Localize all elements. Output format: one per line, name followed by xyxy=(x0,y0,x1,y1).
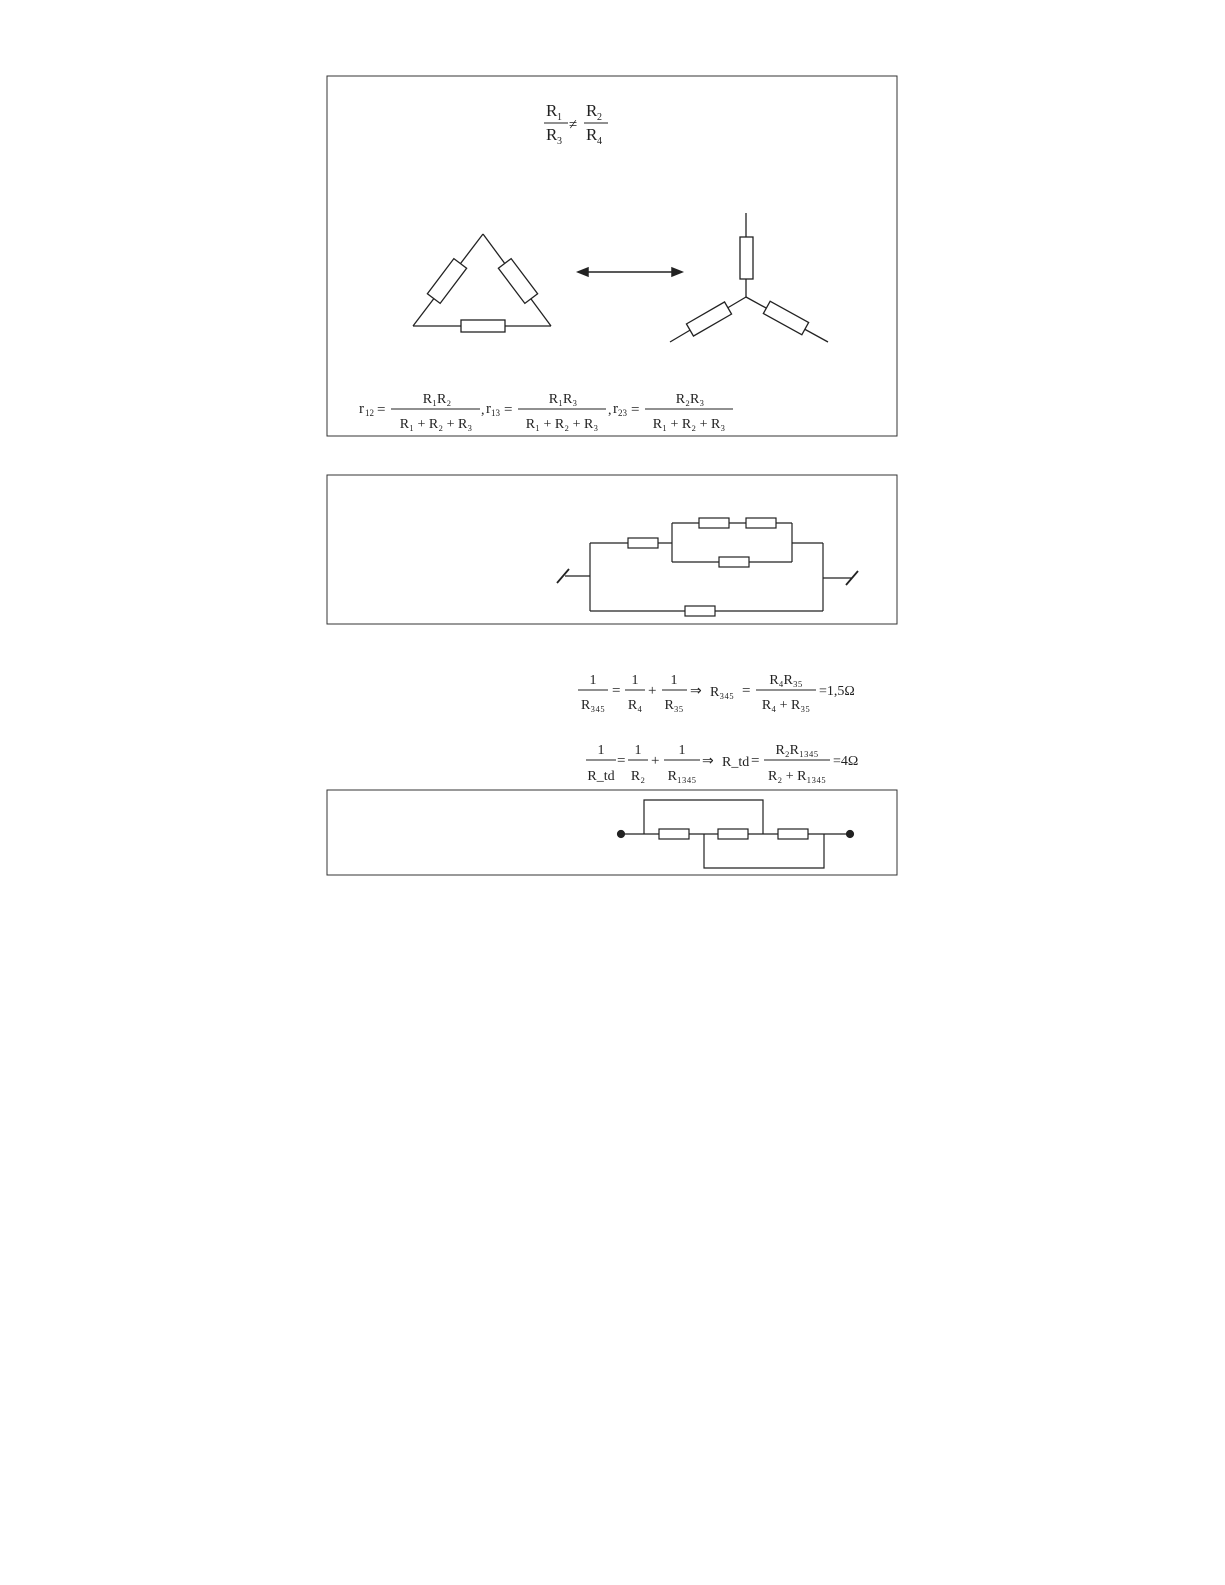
svg-text:=: = xyxy=(612,683,621,699)
svg-text:3: 3 xyxy=(557,136,562,147)
svg-text:r: r xyxy=(613,401,618,417)
svg-text:13: 13 xyxy=(491,408,500,418)
svg-text:R₁R₃: R₁R₃ xyxy=(548,392,578,407)
svg-text:=: = xyxy=(742,683,751,699)
svg-text:=: = xyxy=(377,402,386,418)
svg-text:=: = xyxy=(617,753,626,769)
resistor-star-left xyxy=(686,302,731,336)
svg-text:R₂R₃: R₂R₃ xyxy=(675,392,705,407)
resistor-series-2 xyxy=(718,829,748,839)
resistor-upper-series xyxy=(628,538,658,548)
figure-box-2 xyxy=(327,475,897,624)
resistor-top-1 xyxy=(699,518,729,528)
figure-box-1 xyxy=(327,76,897,436)
svg-text:=: = xyxy=(631,402,640,418)
resistor-series-1 xyxy=(659,829,689,839)
svg-text:r: r xyxy=(486,401,491,417)
resistor-middle xyxy=(719,557,749,567)
svg-text:1: 1 xyxy=(631,673,639,688)
star-network xyxy=(670,213,828,342)
svg-text:R₂: R₂ xyxy=(630,769,646,784)
resistor-series-3 xyxy=(778,829,808,839)
svg-text:R₃₅: R₃₅ xyxy=(664,698,684,713)
svg-text:4: 4 xyxy=(597,136,602,147)
svg-text:1: 1 xyxy=(589,673,597,688)
svg-text:R₁ + R₂ + R₃: R₁ + R₂ + R₃ xyxy=(525,417,599,432)
circuit-diagram-2 xyxy=(618,800,854,868)
equation-rtd xyxy=(586,743,858,784)
svg-text:⇒: ⇒ xyxy=(690,684,702,699)
svg-text:R: R xyxy=(546,125,558,144)
bridge-condition xyxy=(544,101,608,147)
svg-text:+: + xyxy=(651,753,660,769)
equation-r345 xyxy=(578,673,855,713)
svg-text:R: R xyxy=(586,101,598,120)
double-arrow-icon xyxy=(578,268,682,276)
svg-text:=: = xyxy=(504,402,513,418)
svg-text:R_td: R_td xyxy=(722,755,750,770)
svg-text:R₄ + R₃₅: R₄ + R₃₅ xyxy=(761,698,811,713)
svg-text:=: = xyxy=(751,753,760,769)
svg-text:+: + xyxy=(648,683,657,699)
svg-text:r: r xyxy=(359,401,364,417)
resistor-delta-bottom xyxy=(461,320,505,332)
svg-text:12: 12 xyxy=(365,408,374,418)
terminal-right-icon xyxy=(847,831,854,838)
svg-text:1: 1 xyxy=(634,743,642,758)
svg-text:R₂ + R₁₃₄₅: R₂ + R₁₃₄₅ xyxy=(768,769,826,784)
svg-text:≠: ≠ xyxy=(569,117,578,133)
resistor-star-right xyxy=(763,301,808,335)
resistor-bottom xyxy=(685,606,715,616)
resistor-star-top xyxy=(740,237,753,279)
svg-text:23: 23 xyxy=(618,408,627,418)
svg-text:=4Ω: =4Ω xyxy=(833,754,859,769)
circuit-diagram-1 xyxy=(557,518,858,616)
svg-text:R_td: R_td xyxy=(587,769,615,784)
svg-text:R₄R₃₅: R₄R₃₅ xyxy=(769,673,803,688)
svg-text:1: 1 xyxy=(670,673,678,688)
svg-text:1: 1 xyxy=(678,743,686,758)
terminal-left-icon xyxy=(618,831,625,838)
svg-text:2: 2 xyxy=(597,112,602,123)
svg-text:R₂R₁₃₄₅: R₂R₁₃₄₅ xyxy=(775,743,819,758)
svg-text:R₃₄₅: R₃₄₅ xyxy=(710,685,734,700)
delta-network xyxy=(413,234,551,332)
svg-text:⇒: ⇒ xyxy=(702,754,714,769)
svg-text:R₁ + R₂ + R₃: R₁ + R₂ + R₃ xyxy=(399,417,473,432)
delta-star-formulas xyxy=(359,392,733,432)
resistor-delta-left xyxy=(427,259,466,304)
svg-text:,: , xyxy=(481,403,485,418)
svg-text:R₁R₂: R₁R₂ xyxy=(422,392,452,407)
svg-text:R₁ + R₂ + R₃: R₁ + R₂ + R₃ xyxy=(652,417,726,432)
figure-box-3 xyxy=(327,790,897,875)
svg-text:1: 1 xyxy=(597,743,605,758)
svg-text:=1,5Ω: =1,5Ω xyxy=(819,684,855,699)
resistor-top-2 xyxy=(746,518,776,528)
svg-text:1: 1 xyxy=(557,112,562,123)
svg-text:R: R xyxy=(586,125,598,144)
svg-text:R₁₃₄₅: R₁₃₄₅ xyxy=(667,769,697,784)
svg-text:,: , xyxy=(608,403,612,418)
resistor-delta-right xyxy=(498,259,537,304)
svg-text:R: R xyxy=(546,101,558,120)
svg-text:R₃₄₅: R₃₄₅ xyxy=(581,698,605,713)
svg-text:R₄: R₄ xyxy=(627,698,643,713)
